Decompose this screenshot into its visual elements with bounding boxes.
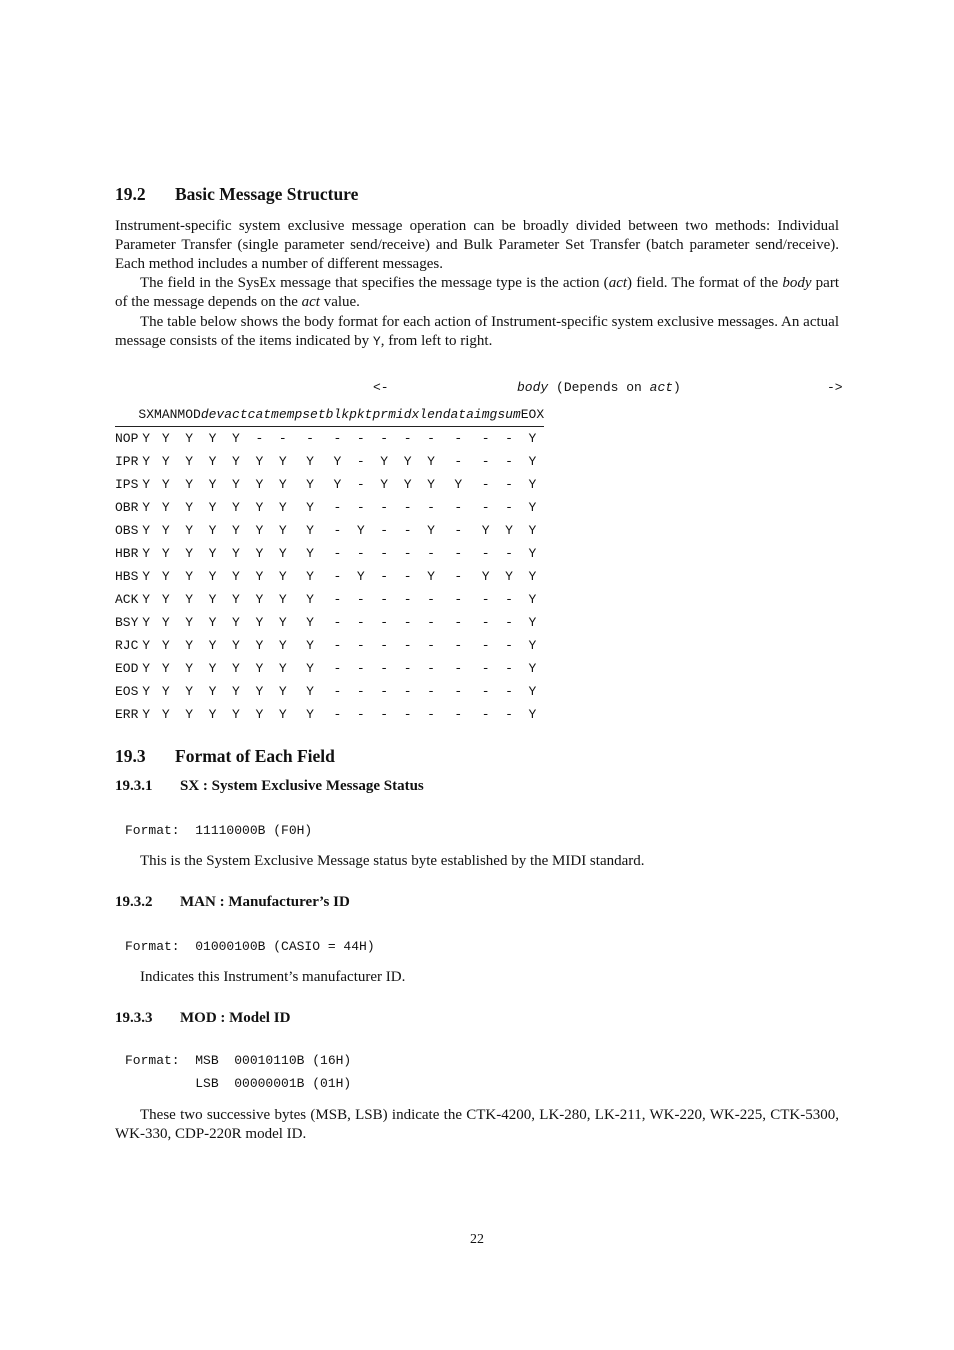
table-cell: -	[356, 638, 365, 653]
table-cell: Y	[278, 500, 287, 515]
section-heading-19-3: 19.3 Format of Each Field	[115, 746, 335, 766]
table-cell: Y	[505, 523, 513, 538]
table-cell: Y	[306, 707, 314, 722]
table-cell: -	[454, 684, 463, 699]
format-line-man: Format: 01000100B (CASIO = 44H)	[125, 939, 375, 954]
table-cell: Y	[232, 684, 240, 699]
table-cell: Y	[185, 615, 194, 630]
table-cell: -	[427, 684, 435, 699]
table-cell: -	[481, 615, 490, 630]
table-cell: -	[427, 592, 435, 607]
row-action-name: OBR	[115, 500, 139, 515]
page-number: 22	[470, 1232, 484, 1247]
table-cell: -	[454, 500, 463, 515]
row-action-name: IPS	[115, 477, 139, 492]
table-cell: Y	[232, 707, 240, 722]
table-cell: -	[427, 546, 435, 561]
table-cell: Y	[232, 638, 240, 653]
table-cell: Y	[528, 546, 537, 561]
column-header-idx: idx	[396, 402, 419, 427]
column-header-cat: cat	[248, 402, 271, 427]
section-heading-19-2: 19.2 Basic Message Structure	[115, 184, 359, 204]
table-cell: -	[403, 638, 412, 653]
table-cell: Y	[306, 477, 314, 492]
table-cell: Y	[481, 523, 490, 538]
table-cell: -	[333, 500, 342, 515]
table-cell: -	[380, 592, 389, 607]
table-cell: Y	[255, 592, 264, 607]
table-cell: Y	[255, 546, 264, 561]
table-cell: Y	[306, 546, 314, 561]
table-cell: Y	[306, 638, 314, 653]
table-cell: Y	[232, 454, 240, 469]
table-cell: -	[454, 546, 463, 561]
table-cell: Y	[306, 592, 314, 607]
table-cell: Y	[528, 477, 537, 492]
table-cell: -	[481, 546, 490, 561]
table-cell: Y	[161, 500, 170, 515]
table-cell: Y	[255, 684, 264, 699]
table-cell: Y	[232, 569, 240, 584]
table-cell: Y	[505, 569, 513, 584]
table-cell: -	[454, 431, 463, 446]
table-cell: Y	[481, 569, 490, 584]
table-cell: Y	[306, 523, 314, 538]
table-cell: Y	[528, 592, 537, 607]
table-cell: Y	[528, 454, 537, 469]
table-cell: Y	[208, 500, 217, 515]
table-cell: -	[333, 546, 342, 561]
table-cell: -	[505, 638, 513, 653]
row-action-name: IPR	[115, 454, 139, 469]
message-structure-table	[115, 402, 544, 726]
table-cell: -	[505, 500, 513, 515]
table-cell: Y	[185, 661, 194, 676]
row-action-name: ERR	[115, 707, 139, 722]
table-cell: Y	[142, 615, 151, 630]
table-cell: Y	[185, 523, 194, 538]
table-cell: -	[481, 477, 490, 492]
table-cell: Y	[208, 638, 217, 653]
column-header-mod: MOD	[177, 402, 200, 427]
column-header-len: len	[419, 402, 442, 427]
table-cell: Y	[427, 477, 435, 492]
table-cell: Y	[306, 684, 314, 699]
table-cell: -	[505, 592, 513, 607]
table-cell: Y	[278, 615, 287, 630]
table-cell: -	[481, 431, 490, 446]
column-header-man: MAN	[154, 402, 177, 427]
table-cell: Y	[255, 454, 264, 469]
table-cell: -	[333, 431, 342, 446]
table-cell: Y	[232, 546, 240, 561]
table-cell: -	[505, 454, 513, 469]
table-cell: Y	[142, 684, 151, 699]
table-cell: -	[380, 707, 389, 722]
table-cell: -	[380, 569, 389, 584]
table-cell: -	[333, 569, 342, 584]
table-cell: Y	[403, 477, 412, 492]
table-cell: -	[356, 707, 365, 722]
table-cell: Y	[356, 523, 365, 538]
table-cell: Y	[142, 569, 151, 584]
table-cell: Y	[208, 546, 217, 561]
table-row	[115, 703, 544, 726]
table-cell: Y	[142, 707, 151, 722]
column-header-prm: prm	[372, 402, 395, 427]
table-cell: Y	[185, 592, 194, 607]
column-header-eox: EOX	[521, 402, 544, 427]
table-cell: -	[427, 638, 435, 653]
table-cell: Y	[528, 707, 537, 722]
table-cell: -	[403, 684, 412, 699]
table-cell: Y	[161, 569, 170, 584]
table-cell: -	[333, 592, 342, 607]
table-cell: Y	[208, 707, 217, 722]
table-cell: -	[380, 661, 389, 676]
table-cell: Y	[232, 615, 240, 630]
table-cell: -	[356, 661, 365, 676]
column-header-data: data	[443, 402, 474, 427]
format-line-mod-msb: Format: MSB 00010110B (16H)	[125, 1053, 352, 1068]
table-cell: Y	[142, 638, 151, 653]
table-cell: -	[356, 592, 365, 607]
table-cell: Y	[255, 707, 264, 722]
table-cell: Y	[185, 546, 194, 561]
table-cell: -	[454, 661, 463, 676]
table-cell: -	[403, 523, 412, 538]
table-cell: Y	[528, 569, 537, 584]
table-cell: Y	[208, 569, 217, 584]
table-cell: -	[403, 592, 412, 607]
table-cell: -	[481, 684, 490, 699]
row-action-name: EOS	[115, 684, 139, 699]
table-cell: -	[278, 431, 287, 446]
table-row	[115, 611, 544, 634]
table-cell: -	[505, 477, 513, 492]
table-cell: Y	[185, 477, 194, 492]
table-cell: -	[427, 707, 435, 722]
table-cell: -	[454, 523, 463, 538]
table-cell: Y	[255, 661, 264, 676]
table-cell: Y	[208, 592, 217, 607]
table-cell: Y	[208, 615, 217, 630]
table-cell: Y	[454, 477, 463, 492]
table-cell: Y	[142, 661, 151, 676]
table-row	[115, 519, 544, 542]
table-cell: -	[333, 661, 342, 676]
table-cell: Y	[208, 661, 217, 676]
table-cell: -	[403, 569, 412, 584]
table-cell: -	[427, 431, 435, 446]
table-cell: Y	[333, 477, 342, 492]
table-cell: Y	[255, 477, 264, 492]
paragraph-sx-description: This is the System Exclusive Message status byte established by the MIDI standard.	[140, 853, 645, 869]
table-cell: -	[403, 546, 412, 561]
table-cell: Y	[255, 569, 264, 584]
table-cell: Y	[528, 638, 537, 653]
table-cell: -	[427, 615, 435, 630]
paragraph-act-field: The field in the SysEx message that specifies the message type is the action (act) field. The format of the body part of the message depends on the act value.	[115, 275, 840, 310]
table-cell: -	[505, 661, 513, 676]
table-cell: -	[255, 431, 264, 446]
table-cell: Y	[380, 454, 389, 469]
table-cell: -	[481, 592, 490, 607]
table-cell: -	[356, 684, 365, 699]
table-cell: Y	[232, 661, 240, 676]
table-cell: Y	[185, 707, 194, 722]
table-cell: Y	[142, 454, 151, 469]
table-cell: Y	[278, 477, 287, 492]
subsection-heading-19-3-1: 19.3.1 SX : System Exclusive Message Status	[115, 778, 424, 794]
table-cell: Y	[161, 615, 170, 630]
table-cell: Y	[278, 707, 287, 722]
table-cell: Y	[142, 546, 151, 561]
table-cell: -	[356, 546, 365, 561]
table-cell: -	[481, 454, 490, 469]
table-cell: Y	[306, 569, 314, 584]
table-cell: -	[380, 431, 389, 446]
table-cell: Y	[185, 500, 194, 515]
table-cell: Y	[306, 500, 314, 515]
table-row	[115, 542, 544, 565]
column-header-blk: blk	[326, 402, 349, 427]
table-row	[115, 634, 544, 657]
table-row	[115, 473, 544, 496]
table-cell: Y	[278, 546, 287, 561]
table-cell: Y	[185, 684, 194, 699]
table-cell: Y	[427, 523, 435, 538]
table-cell: Y	[232, 592, 240, 607]
table-cell: -	[380, 684, 389, 699]
table-cell: Y	[278, 592, 287, 607]
column-header-act: act	[224, 402, 247, 427]
table-row	[115, 565, 544, 588]
table-cell: Y	[278, 569, 287, 584]
table-row	[115, 496, 544, 519]
table-cell: Y	[208, 684, 217, 699]
table-cell: Y	[161, 454, 170, 469]
table-cell: -	[380, 546, 389, 561]
table-cell: -	[454, 707, 463, 722]
table-cell: -	[454, 638, 463, 653]
table-cell: -	[333, 523, 342, 538]
table-cell: Y	[306, 661, 314, 676]
table-cell: Y	[403, 454, 412, 469]
table-cell: -	[380, 523, 389, 538]
table-row	[115, 680, 544, 703]
table-cell: Y	[427, 569, 435, 584]
table-cell: Y	[161, 638, 170, 653]
column-header-mem: mem	[271, 402, 294, 427]
table-cell: Y	[161, 523, 170, 538]
table-cell: -	[454, 592, 463, 607]
row-action-name: OBS	[115, 523, 139, 538]
table-cell: -	[356, 500, 365, 515]
table-cell: -	[333, 684, 342, 699]
table-row	[115, 588, 544, 611]
table-cell: Y	[142, 431, 151, 446]
table-cell: -	[380, 615, 389, 630]
table-cell: Y	[185, 638, 194, 653]
table-cell: Y	[185, 454, 194, 469]
table-cell: -	[333, 615, 342, 630]
table-cell: Y	[427, 454, 435, 469]
table-cell: Y	[232, 431, 240, 446]
table-cell: -	[356, 431, 365, 446]
column-header-img: img	[474, 402, 497, 427]
paragraph-table-intro: The table below shows the body format for each action of Instrument-specific system exclusive messages. An actual message consists of the items indicated by Y, from left to right.	[115, 314, 839, 349]
row-action-name: BSY	[115, 615, 139, 630]
table-cell: Y	[161, 592, 170, 607]
column-header-sum: sum	[497, 402, 520, 427]
table-cell: Y	[255, 615, 264, 630]
table-cell: Y	[278, 684, 287, 699]
paragraph-mod-description: These two successive bytes (MSB, LSB) indicate the CTK-4200, LK-280, LK-211, WK-220, WK-225, CTK-5300, WK-330, CDP-220R model ID.	[115, 1107, 839, 1142]
row-action-name: HBS	[115, 569, 139, 584]
table-cell: Y	[380, 477, 389, 492]
table-cell: Y	[232, 500, 240, 515]
table-cell: -	[427, 661, 435, 676]
table-cell: Y	[278, 638, 287, 653]
table-cell: Y	[185, 569, 194, 584]
table-cell: Y	[333, 454, 342, 469]
table-cell: Y	[161, 707, 170, 722]
row-action-name: RJC	[115, 638, 139, 653]
column-header-blank	[115, 402, 138, 427]
table-cell: -	[505, 546, 513, 561]
table-cell: Y	[208, 477, 217, 492]
table-cell: -	[427, 500, 435, 515]
column-header-sx: SX	[138, 402, 154, 427]
table-cell: Y	[161, 546, 170, 561]
table-cell: Y	[528, 661, 537, 676]
body-span-left-arrow: <-	[373, 380, 389, 395]
column-header-pkt: pkt	[349, 402, 372, 427]
table-cell: Y	[255, 523, 264, 538]
table-header-row	[115, 402, 544, 427]
table-cell: -	[333, 707, 342, 722]
table-cell: Y	[528, 523, 537, 538]
table-cell: -	[306, 431, 314, 446]
column-header-dev: dev	[201, 402, 224, 427]
table-cell: -	[403, 707, 412, 722]
table-row	[115, 450, 544, 473]
table-cell: -	[403, 431, 412, 446]
table-cell: -	[333, 638, 342, 653]
table-cell: Y	[161, 477, 170, 492]
table-cell: -	[380, 500, 389, 515]
table-cell: -	[380, 638, 389, 653]
table-cell: Y	[232, 477, 240, 492]
row-action-name: EOD	[115, 661, 139, 676]
table-cell: Y	[255, 500, 264, 515]
table-cell: Y	[232, 523, 240, 538]
table-cell: Y	[278, 523, 287, 538]
table-cell: Y	[208, 431, 217, 446]
table-cell: Y	[528, 500, 537, 515]
table-cell: Y	[142, 477, 151, 492]
row-action-name: HBR	[115, 546, 139, 561]
table-cell: -	[454, 454, 463, 469]
table-cell: -	[481, 638, 490, 653]
table-cell: Y	[528, 431, 537, 446]
subsection-heading-19-3-2: 19.3.2 MAN : Manufacturer’s ID	[115, 894, 350, 910]
table-cell: -	[454, 569, 463, 584]
table-cell: -	[356, 615, 365, 630]
table-cell: -	[403, 661, 412, 676]
table-cell: Y	[255, 638, 264, 653]
table-cell: Y	[185, 431, 194, 446]
table-cell: Y	[528, 684, 537, 699]
row-action-name: NOP	[115, 431, 139, 446]
table-cell: -	[356, 477, 365, 492]
table-cell: Y	[161, 661, 170, 676]
table-cell: -	[505, 707, 513, 722]
table-cell: -	[481, 707, 490, 722]
table-cell: -	[481, 661, 490, 676]
table-cell: -	[403, 500, 412, 515]
body-span-right-arrow: ->	[827, 380, 843, 395]
row-action-name: ACK	[115, 592, 139, 607]
table-cell: -	[454, 615, 463, 630]
table-cell: Y	[278, 661, 287, 676]
table-cell: -	[403, 615, 412, 630]
column-header-pset: pset	[294, 402, 325, 427]
table-cell: Y	[306, 454, 314, 469]
table-cell: Y	[208, 523, 217, 538]
table-cell: Y	[161, 684, 170, 699]
format-line-mod-lsb: LSB 00000001B (01H)	[125, 1076, 352, 1091]
table-cell: -	[481, 500, 490, 515]
table-row	[115, 657, 544, 680]
table-cell: Y	[306, 615, 314, 630]
subsection-heading-19-3-3: 19.3.3 MOD : Model ID	[115, 1010, 291, 1026]
paragraph-man-description: Indicates this Instrument’s manufacturer ID.	[140, 969, 406, 985]
body-span-label: body (Depends on act)	[517, 380, 681, 395]
table-cell: Y	[142, 523, 151, 538]
paragraph-intro: Instrument-specific system exclusive message operation can be broadly divided between two methods: Individual Parameter Transfer (single parameter send/receive) and Bulk Parameter Set Transfer (batch parameter send/receive). Each method includes a number of different messages.	[115, 218, 839, 272]
table-cell: Y	[356, 569, 365, 584]
table-cell: Y	[161, 431, 170, 446]
table-cell: -	[505, 431, 513, 446]
table-cell: -	[505, 684, 513, 699]
table-cell: Y	[142, 592, 151, 607]
table-cell: Y	[142, 500, 151, 515]
table-cell: -	[505, 615, 513, 630]
table-cell: Y	[278, 454, 287, 469]
format-line-sx: Format: 11110000B (F0H)	[125, 823, 313, 838]
table-row	[115, 427, 544, 451]
table-cell: Y	[528, 615, 537, 630]
table-cell: -	[356, 454, 365, 469]
table-cell: Y	[208, 454, 217, 469]
